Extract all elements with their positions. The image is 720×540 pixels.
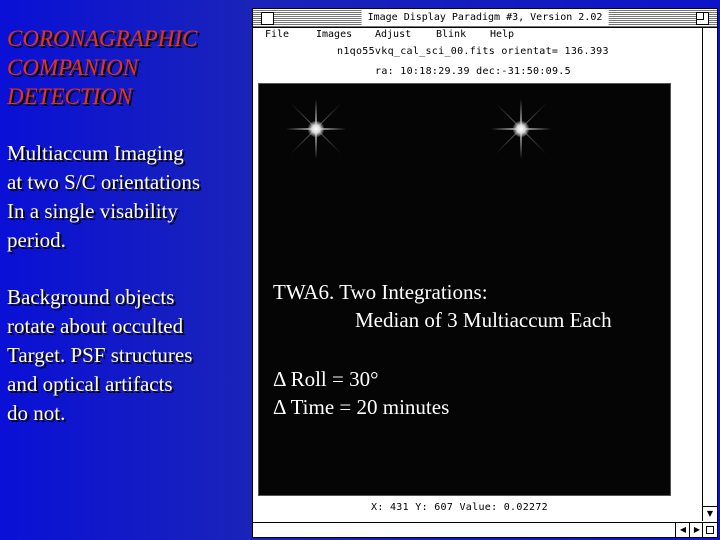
- coordinates-readout: ra: 10:18:29.39 dec:-31:50:09.5: [375, 66, 571, 77]
- paragraph-line: rotate about occulted: [7, 314, 184, 338]
- caption-target: TWA6. Two Integrations:: [273, 280, 488, 304]
- scroll-right-arrow-icon[interactable]: ▶: [689, 523, 704, 537]
- image-display-window: [252, 8, 718, 538]
- menu-bar: [261, 29, 717, 43]
- paragraph-line: at two S/C orientations: [7, 170, 201, 194]
- slide-paragraph-imaging: [7, 139, 247, 255]
- paragraph-line: do not.: [7, 401, 66, 425]
- menu-images[interactable]: Images: [316, 29, 353, 40]
- star-psf-icon: [491, 99, 551, 159]
- paragraph-line: Multiaccum Imaging: [7, 141, 184, 165]
- title-line: COMPANION: [7, 55, 139, 80]
- paragraph-line: In a single visability: [7, 199, 178, 223]
- caption-median: Median of 3 Multiaccum Each: [355, 308, 612, 332]
- pixel-status-readout: X: 431 Y: 607 Value: 0.02272: [371, 502, 548, 513]
- file-info: n1qo55vkq_cal_sci_00.fits orientat= 136.393: [337, 46, 609, 57]
- image-canvas[interactable]: [258, 83, 671, 496]
- slide-paragraph-background: [7, 283, 247, 428]
- caption-time: Δ Time = 20 minutes: [273, 395, 450, 419]
- paragraph-line: and optical artifacts: [7, 372, 173, 396]
- paragraph-line: Target. PSF structures: [7, 343, 193, 367]
- star-psf-icon: [286, 99, 346, 159]
- slide-title: [7, 24, 247, 111]
- caption-roll: Δ Roll = 30°: [273, 367, 379, 391]
- close-box-icon[interactable]: [261, 12, 274, 25]
- window-title: Image Display Paradigm #3, Version 2.02: [362, 10, 609, 25]
- horizontal-scrollbar[interactable]: [253, 522, 704, 537]
- menu-blink[interactable]: Blink: [436, 29, 467, 40]
- window-titlebar[interactable]: [253, 9, 717, 28]
- menu-file[interactable]: File: [265, 29, 290, 40]
- scroll-left-arrow-icon[interactable]: ◀: [675, 523, 690, 537]
- title-line: DETECTION: [7, 84, 133, 109]
- menu-adjust[interactable]: Adjust: [375, 29, 412, 40]
- paragraph-line: Background objects: [7, 285, 175, 309]
- resize-grow-box-icon[interactable]: [702, 522, 717, 537]
- paragraph-line: period.: [7, 228, 66, 252]
- title-line: CORONAGRAPHIC: [7, 26, 198, 51]
- vertical-scrollbar[interactable]: [702, 28, 717, 521]
- menu-help[interactable]: Help: [490, 29, 515, 40]
- zoom-box-icon[interactable]: [696, 12, 709, 25]
- scroll-down-arrow-icon[interactable]: ▼: [703, 506, 717, 521]
